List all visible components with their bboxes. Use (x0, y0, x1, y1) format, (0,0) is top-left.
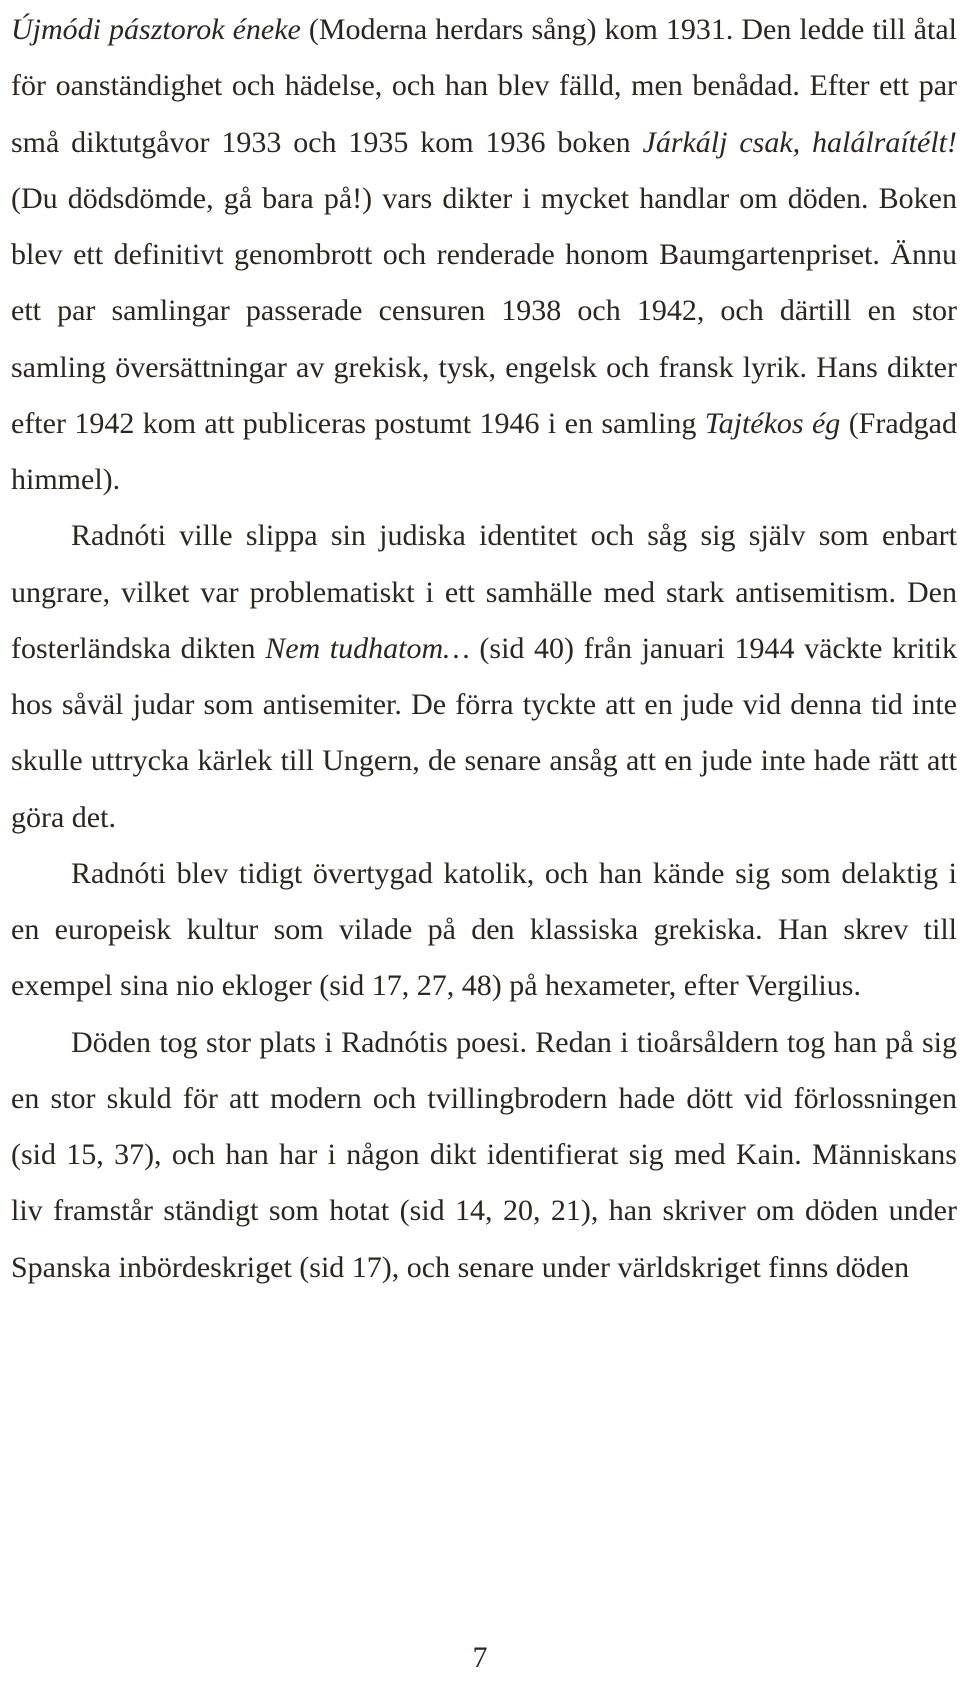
text-run: Radnóti blev tidigt övertygad katolik, och han kände sig som delaktig i en europeisk kultur som vilade på den klassiska grekiska. Han skrev till exempel sina nio ekloger (sid 17, 27, 48) på hexameter, efter Vergilius. (11, 856, 957, 1003)
italic-title: Járkálj csak, halálraítélt! (642, 125, 957, 159)
page-number: 7 (472, 1641, 488, 1674)
text-run: Radnóti ville slippa sin judiska identitet och såg sig själv som enbart ungrare, vilket var problematiskt i ett samhälle med stark antisemitism. Den fosterländska dikten (11, 519, 957, 665)
paragraph (11, 1015, 957, 1296)
text-run: Döden tog stor plats i Radnótis poesi. Redan i tioårsåldern tog han på sig en stor skuld för att modern och tvillingbrodern hade dött vid förlossningen (sid 15, 37), och han har i någon dikt identifierat sig med Kain. Människans liv framstår ständigt som hotat (sid 14, 20, 21), han skriver om döden under Spanska inbördeskriget (sid 17), och senare under världskriget finns döden (11, 1025, 957, 1284)
italic-title: Nem tudhatom… (265, 631, 470, 665)
text-run: (sid 40) från januari 1944 väckte kritik hos såväl judar som antisemiter. De förra tyckte att en jude vid denna tid inte skulle uttrycka kärlek till Ungern, de senare ansåg att en jude inte hade rätt att göra det. (11, 631, 958, 834)
paragraph (11, 508, 957, 846)
paragraph (11, 846, 957, 1015)
text-run: (Du dödsdömde, gå bara på!) vars dikter i mycket handlar om döden. Boken blev ett definitivt genombrott och renderade honom Baumgartenpriset. Ännu ett par samlingar passerade censuren 1938 och 1942, och därtill en stor samling översättningar av grekisk, tysk, engelsk och fransk lyrik. Hans dikter efter 1942 kom att publiceras postumt 1946 i en samling (11, 181, 957, 440)
body-text (11, 2, 957, 1296)
paragraph (11, 2, 957, 508)
italic-title: Tajtékos ég (704, 406, 841, 440)
text-run: (Fradgad himmel). (11, 406, 957, 496)
text-run: (Moderna herdars sång) kom 1931. Den ledde till åtal för oanständighet och hädelse, och han blev fälld, men benådad. Efter ett par små diktutgåvor 1933 och 1935 kom 1936 boken (11, 13, 957, 159)
italic-title: Újmódi pásztorok éneke (11, 13, 301, 46)
